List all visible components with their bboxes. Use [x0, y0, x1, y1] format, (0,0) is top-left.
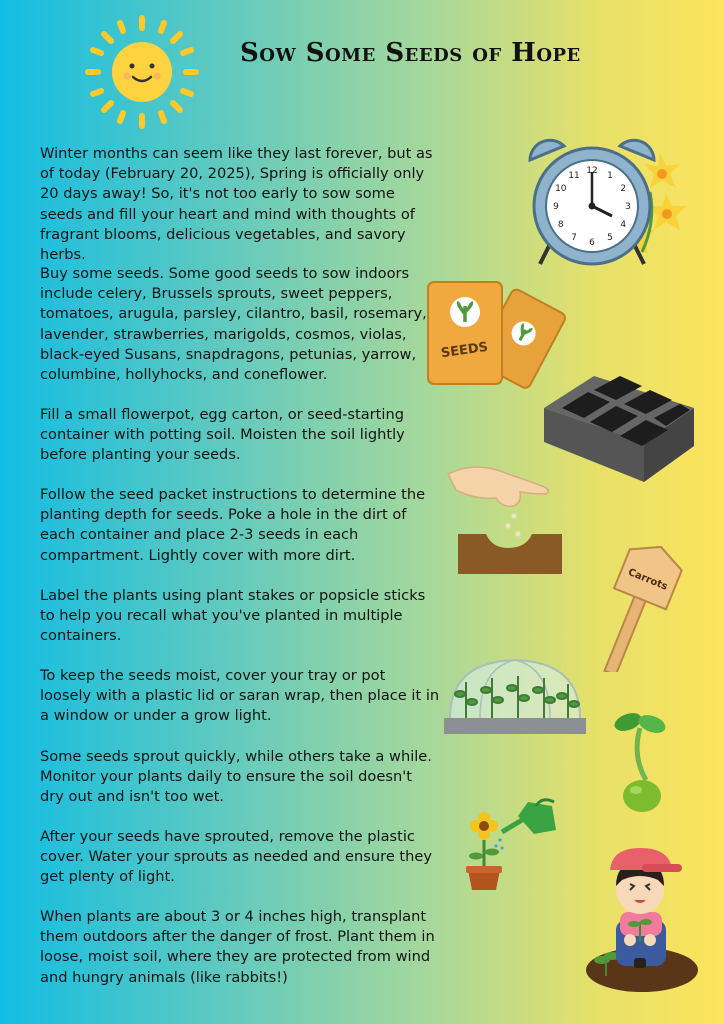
gardener-child-icon: [582, 842, 700, 996]
paragraph-transplant: When plants are about 3 or 4 inches high, transplant them outdoors after the danger of frost. Plant them in loose, moist soil, where they are protected from wind and hungry animals (like rabbits!): [40, 908, 435, 986]
greenhouse-tray-icon: [440, 654, 590, 738]
page-title: Sow Some Seeds of Hope: [240, 38, 581, 68]
clock-number: 11: [568, 170, 580, 181]
paragraph-planting-depth: Follow the seed packet instructions to determine the planting depth for seeds. Poke a hole in the dirt of each container and place 2-3 seeds in each compartment. Lightly cover with more dirt.: [40, 486, 426, 564]
clock-number: 1: [607, 170, 613, 181]
clock-number: 2: [620, 184, 627, 194]
paragraph-intro: Winter months can seem like they last forever, but as of today (February 20, 2025), Spring is officially only 20 days away! So, it's not too early to sow some seeds and fill your heart and mind with thoughts of fragrant blooms, delicious vegetables, and savory herbs.: [40, 145, 433, 264]
paragraph-monitor: Some seeds sprout quickly, while others take a while. Monitor your plants daily to ensure the soil doesn't dry out and isn't too wet.: [40, 748, 432, 806]
clock-number: 6: [589, 238, 595, 248]
paragraph-buy-seeds: Buy some seeds. Some good seeds to sow indoors include celery, Brussels sprouts, sweet peppers, tomatoes, arugula, parsley, cilantro, basil, rosemary, lavender, strawberries, marigolds, cosmos, violas, black-eyed Susans, snapdragons, petunias, yarrow, columbine, hollyhocks, and coneflower.: [40, 265, 427, 384]
sprouting-seed-icon: [612, 706, 668, 816]
paragraph-fill-container: Fill a small flowerpot, egg carton, or seed-starting container with potting soil. Moisten the soil lightly before planting your seeds.: [40, 406, 405, 464]
stake-label: Carrots: [626, 566, 670, 593]
clock-number: 5: [607, 233, 613, 244]
sun-icon: [84, 14, 200, 130]
paragraph-label-plants: Label the plants using plant stakes or popsicle sticks to help you recall what you've planted in multiple containers.: [40, 587, 426, 645]
clock-number: 9: [553, 202, 559, 212]
clock-number: 4: [620, 220, 627, 230]
paragraph-sprouted: After your seeds have sprouted, remove the plastic cover. Water your sprouts as needed and ensure they get plenty of light.: [40, 828, 433, 886]
plant-stake-icon: [596, 544, 692, 672]
paragraph-keep-moist: To keep the seeds moist, cover your tray or pot loosely with a plastic lid or saran wrap, then place it in a window or under a grow light.: [40, 667, 440, 725]
clock-number: 10: [555, 184, 567, 194]
clock-number: 8: [557, 220, 564, 230]
seed-packet-label: SEEDS: [440, 339, 489, 362]
clock-number: 12: [586, 166, 598, 176]
clock-number: 7: [571, 233, 577, 244]
watering-can-icon: [462, 796, 568, 892]
clock-number: 3: [625, 202, 631, 212]
alarm-clock-icon: [510, 132, 694, 270]
planting-hand-icon: [446, 460, 576, 578]
